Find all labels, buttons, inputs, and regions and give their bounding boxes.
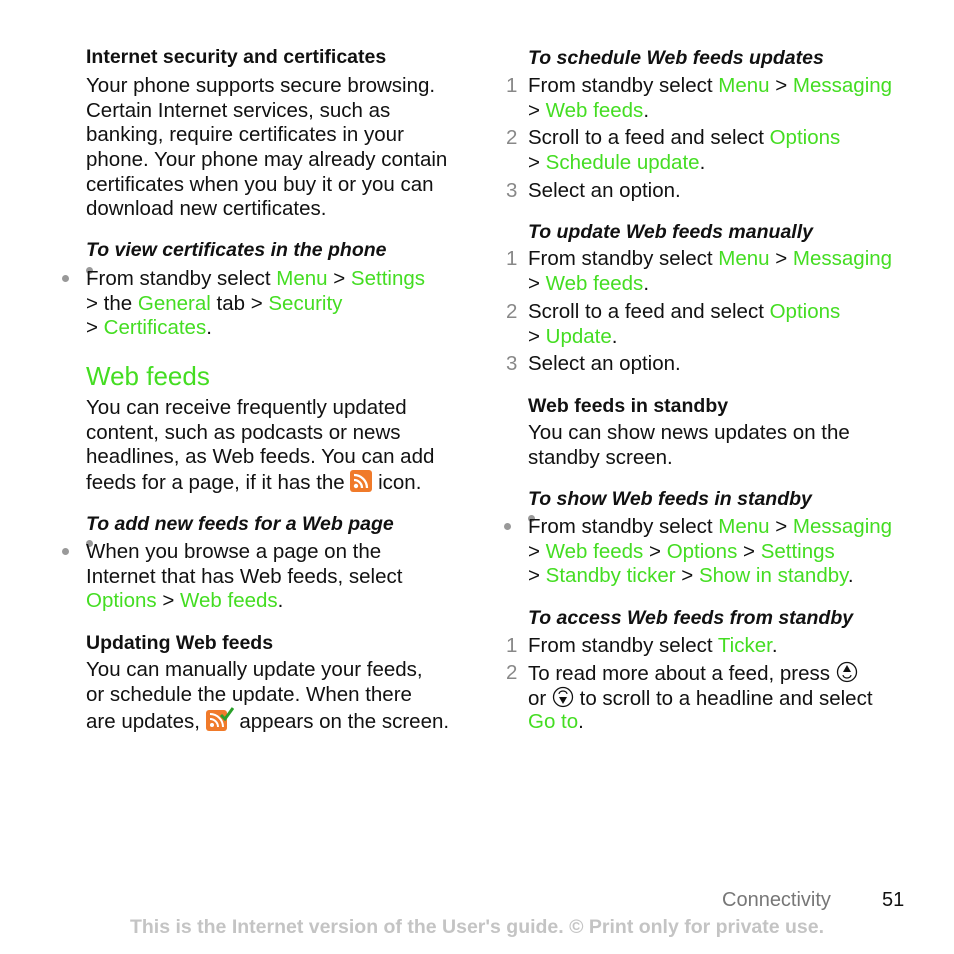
text-segment: To show Web feeds in standby [528, 488, 812, 510]
procedure-heading [86, 238, 387, 263]
procedure-heading [86, 512, 394, 537]
menu-path-link[interactable]: Web feeds [180, 589, 278, 613]
footer-section-name: Connectivity [722, 889, 831, 911]
text-line [86, 589, 284, 614]
menu-path-link[interactable]: Menu [718, 515, 770, 538]
text-segment: Select an option. [528, 179, 681, 202]
menu-path-link[interactable]: Menu [276, 267, 328, 290]
text-segment: > [86, 316, 104, 340]
text-line [528, 446, 850, 471]
text-line [86, 658, 449, 683]
text-line [86, 99, 447, 124]
procedure-heading [528, 220, 813, 245]
text-line [86, 540, 382, 565]
text-segment: > [528, 539, 546, 563]
text-line [528, 247, 892, 272]
text-segment: Web feeds in standby [528, 395, 729, 417]
text-segment: . [643, 98, 650, 122]
footer-disclaimer: This is the Internet version of the User's guide. © Print only for private use. [129, 916, 825, 938]
text-segment: > [769, 74, 793, 97]
procedure-heading [528, 606, 853, 631]
text-line [528, 421, 850, 446]
text-line [528, 606, 853, 631]
text-line [86, 707, 449, 732]
text-line [86, 396, 434, 421]
text-segment: Web feeds [86, 361, 210, 391]
text-segment: Certain Internet services, such as [86, 98, 391, 122]
menu-path-link[interactable]: Menu [718, 247, 770, 270]
menu-path-link[interactable]: Settings [760, 539, 835, 563]
text-segment: > [528, 98, 546, 122]
step-item [506, 179, 681, 204]
step-number: 1 [506, 634, 518, 657]
menu-path-link[interactable]: Options [769, 126, 841, 149]
page-number: 51 [882, 889, 905, 911]
text-line [86, 267, 425, 292]
text-line [528, 539, 835, 565]
text-segment: or schedule the update. When there [86, 682, 412, 706]
text-segment: To read more about a feed, press [528, 662, 836, 685]
text-line [528, 151, 840, 176]
text-line [86, 564, 403, 590]
text-segment: appears on the screen. [233, 710, 450, 734]
step-item [506, 634, 778, 659]
menu-path-link[interactable]: Options [769, 300, 841, 323]
menu-path-link[interactable]: Menu [718, 74, 770, 97]
text-segment: > [528, 324, 546, 348]
menu-path-link[interactable]: Settings [350, 267, 425, 290]
text-line [528, 99, 892, 124]
step-item [506, 300, 841, 349]
text-line [528, 325, 840, 350]
menu-path-link[interactable]: Messaging [792, 74, 893, 97]
section-title [86, 361, 210, 391]
text-segment: To access Web feeds from standby [528, 607, 854, 629]
text-segment: > [769, 515, 793, 538]
feed-updated-icon [206, 707, 234, 738]
bullet-item [86, 540, 403, 613]
text-line [86, 421, 434, 446]
text-line [86, 683, 449, 708]
text-segment: > the [86, 291, 138, 315]
menu-path-link[interactable]: General [137, 291, 211, 315]
text-segment: To add new feeds for a Web page [86, 513, 394, 535]
text-line [528, 634, 778, 659]
step-number: 2 [506, 661, 518, 684]
step-item [506, 352, 681, 377]
text-segment: tab > [210, 291, 269, 315]
text-segment: Updating Web feeds [86, 632, 274, 654]
text-line [86, 291, 343, 317]
text-line [86, 197, 447, 222]
text-segment: From standby select [528, 634, 718, 657]
text-segment: > [643, 539, 667, 563]
menu-path-link[interactable]: Schedule update [545, 150, 700, 174]
text-line [528, 352, 681, 377]
menu-path-link[interactable]: Security [268, 291, 343, 315]
text-line [528, 300, 840, 325]
text-line [86, 148, 447, 173]
menu-path-link[interactable]: Messaging [792, 247, 893, 270]
text-segment: Select an option. [528, 352, 681, 375]
text-segment: From standby select [528, 74, 719, 97]
text-segment: To update Web feeds manually [528, 221, 813, 243]
text-segment: icon. [372, 471, 422, 495]
menu-path-link[interactable]: Messaging [792, 515, 893, 538]
text-segment: From standby select [528, 247, 719, 270]
step-number: 3 [506, 179, 518, 202]
text-segment: banking, require certificates in your [86, 123, 404, 147]
text-line [528, 487, 812, 512]
text-segment: You can show news updates on the [528, 421, 850, 444]
text-segment: . [206, 316, 212, 340]
step-number: 3 [506, 352, 518, 375]
text-segment: > [528, 271, 546, 295]
text-segment: phone. Your phone may already contain [86, 148, 448, 172]
text-line [528, 564, 854, 589]
text-line [528, 515, 893, 540]
text-line [528, 74, 892, 99]
text-segment: . [611, 324, 618, 348]
bullet-dot [62, 548, 69, 555]
text-line [528, 661, 873, 686]
text-segment: > [675, 564, 699, 588]
text-segment: Your phone supports secure browsing. [86, 74, 436, 97]
text-segment: Scroll to a feed and select [528, 126, 770, 149]
text-line [528, 220, 813, 245]
text-segment: feeds for a page, if it has the [86, 471, 351, 495]
text-segment: . [847, 564, 854, 588]
step-number: 2 [506, 126, 518, 149]
text-line [86, 123, 447, 148]
text-line [86, 470, 434, 495]
text-segment: to scroll to a headline and select [573, 686, 873, 710]
text-line [86, 512, 394, 537]
bullet-item [86, 267, 425, 340]
step-item [506, 74, 893, 123]
paragraph [528, 421, 850, 470]
text-segment: Scroll to a feed and select [528, 300, 770, 323]
text-segment: download new certificates. [86, 197, 327, 221]
text-segment: Internet that has Web feeds, select [86, 564, 403, 588]
menu-path-link[interactable]: Show in standby [698, 564, 848, 588]
text-segment: > [528, 564, 546, 588]
text-segment: From standby select [86, 267, 277, 290]
text-segment: To view certificates in the phone [86, 239, 387, 261]
text-line [86, 238, 387, 263]
text-segment: > [528, 150, 546, 174]
text-line [86, 361, 210, 391]
menu-path-link[interactable]: Ticker [717, 634, 772, 657]
menu-path-link[interactable]: Options [86, 589, 157, 613]
menu-path-link[interactable]: Options [666, 539, 738, 563]
text-line [86, 631, 273, 656]
text-line [528, 179, 681, 204]
text-segment: standby screen. [528, 445, 673, 469]
menu-path-link[interactable]: Standby ticker [545, 564, 676, 588]
text-segment: . [277, 589, 284, 613]
text-segment: > [769, 247, 793, 270]
subheading [528, 394, 728, 419]
procedure-heading [528, 487, 812, 512]
text-line [528, 710, 873, 735]
step-item [506, 247, 893, 296]
bullet-item [528, 515, 893, 588]
text-segment: . [699, 150, 706, 174]
text-segment: When you browse a page on the [86, 540, 382, 563]
text-line [86, 173, 447, 198]
text-line [528, 126, 840, 151]
menu-path-link[interactable]: Web feeds [545, 98, 644, 122]
text-line [86, 445, 434, 470]
rss-feed-icon [350, 470, 372, 499]
text-segment: You can manually update your feeds, [86, 658, 423, 681]
text-line [86, 316, 212, 341]
subheading [86, 631, 273, 656]
text-segment: certificates when you buy it or you can [86, 172, 434, 196]
text-segment: To schedule Web feeds updates [528, 47, 824, 69]
paragraph [86, 658, 449, 732]
text-segment: . [578, 710, 584, 734]
text-line [528, 46, 824, 71]
menu-path-link[interactable]: Web feeds [545, 271, 644, 295]
text-segment: You can receive frequently updated [86, 396, 407, 419]
text-segment: . [771, 634, 778, 657]
text-line [86, 74, 447, 99]
paragraph [86, 74, 447, 222]
text-line [528, 394, 728, 419]
menu-path-link[interactable]: Update [545, 324, 612, 348]
menu-path-link[interactable]: Certificates [103, 316, 207, 340]
text-segment: . [643, 271, 650, 295]
text-line [528, 272, 892, 297]
subheading [86, 45, 386, 70]
text-segment: Internet security and certificates [86, 46, 387, 68]
text-segment: From standby select [528, 515, 719, 538]
text-segment: > [327, 267, 351, 290]
step-number: 1 [506, 247, 518, 270]
menu-path-link[interactable]: Go to [528, 710, 579, 734]
text-segment: > [156, 589, 181, 613]
text-segment: headlines, as Web feeds. You can add [86, 445, 435, 469]
paragraph [86, 396, 434, 495]
step-number: 2 [506, 300, 518, 323]
text-segment: > [737, 539, 761, 563]
bullet-dot [504, 523, 511, 530]
step-item [506, 661, 873, 735]
bullet-dot [62, 275, 69, 282]
procedure-heading [528, 46, 824, 71]
text-line [528, 686, 873, 711]
text-segment: or [528, 686, 552, 710]
step-item [506, 126, 841, 175]
text-line [86, 45, 386, 70]
menu-path-link[interactable]: Web feeds [545, 539, 644, 563]
step-number: 1 [506, 74, 518, 97]
text-segment: content, such as podcasts or news [86, 420, 401, 444]
text-segment: are updates, [86, 710, 206, 734]
